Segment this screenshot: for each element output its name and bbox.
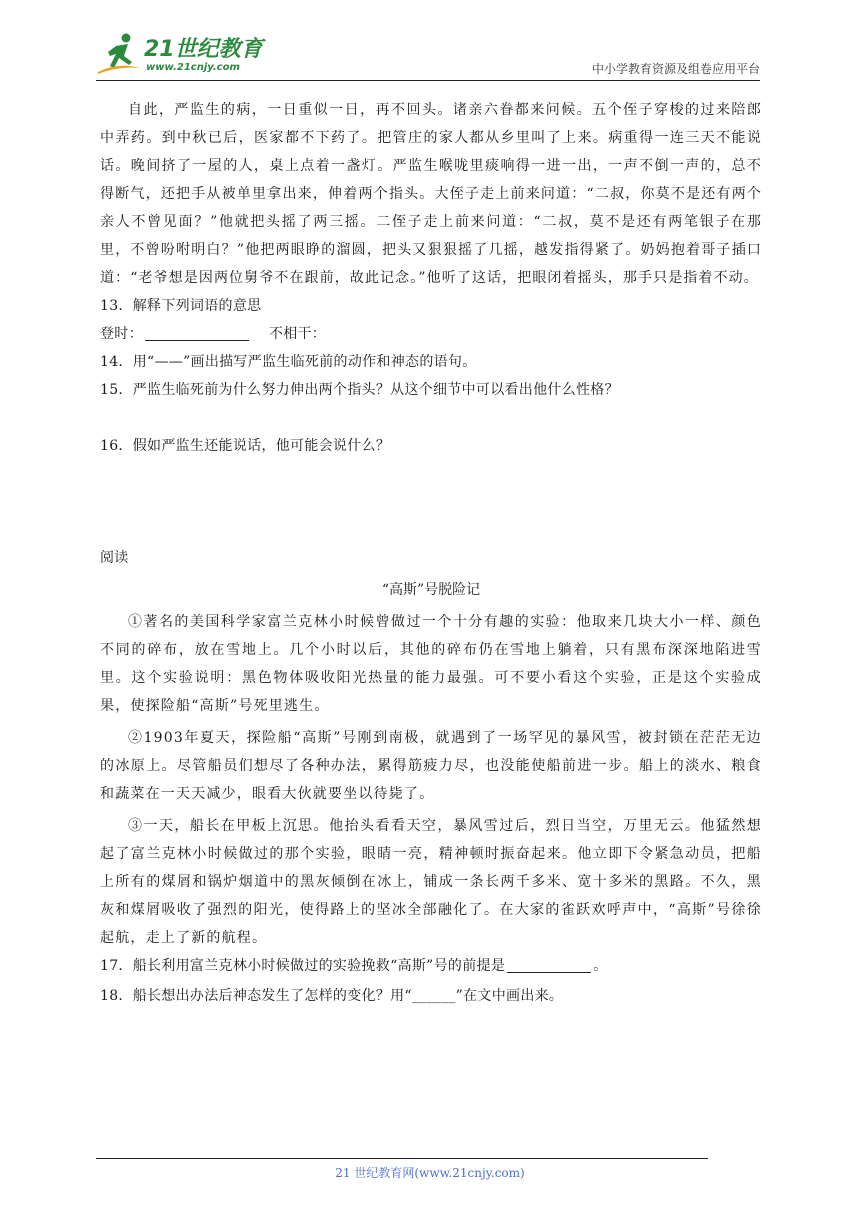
question-17-text: 17．船长利用富兰克林小时候做过的实验挽救“高斯”号的前提是	[100, 958, 506, 974]
document-body	[100, 96, 762, 1010]
q13-word2: 不相干：	[268, 326, 327, 342]
answer-blank[interactable]	[507, 956, 591, 973]
reading-label: 阅读	[100, 550, 129, 566]
answer-space	[100, 460, 762, 544]
passage2-paragraph-3: ③一天，船长在甲板上沉思。他抬头看看天空，暴风雪过后，烈日当空，万里无云。他猛然想起了富兰克林小时候做过的那个实验，眼睛一亮，精神顿时振奋起来。他立即下令紧急动员，把船上所有的煤屑和锅炉烟道中的黑灰倾倒在冰上，铺成一条长两千多米、宽十多米的黑路。不久，黑灰和煤屑吸收了强烈的阳光，使得路上的坚冰全部融化了。在大家的雀跃欢呼声中，“高斯”号徐徐起航，走上了新的航程。	[100, 818, 762, 946]
question-18: 18．船长想出办法后神态发生了怎样的变化？用“______”在文中画出来。	[100, 988, 564, 1004]
passage1-paragraph: 自此，严监生的病，一日重似一日，再不回头。诸亲六眷都来问候。五个侄子穿梭的过来陪郎中弄药。到中秋已后，医家都不下药了。把管庄的家人都从乡里叫了上来。病重得一连三天不能说话。晚间挤了一屋的人，桌上点着一盏灯。严监生喉咙里痰响得一进一出，一声不倒一声的，总不得断气，还把手从被单里拿出来，伸着两个指头。大侄子走上前来问道：“二叔，你莫不是还有两个亲人不曾见面？”他就把头摇了两三摇。二侄子走上前来问道：“二叔，莫不是还有两笔银子在那里，不曾吩咐明白？”他把两眼睁的溜圆，把头又狠狠摇了几摇，越发指得紧了。奶妈抱着哥子插口道：“老爷想是因两位舅爷不在跟前，故此记念。”他听了这话，把眼闭着摇头，那手只是指着不动。	[100, 102, 762, 286]
logo-url: www.21cnjy.com	[146, 62, 240, 73]
q13-word1: 登时：	[100, 326, 143, 342]
logo	[96, 30, 266, 78]
runner-logo-icon	[96, 32, 142, 76]
answer-blank[interactable]	[145, 324, 249, 341]
logo-text: 21世纪教育	[144, 37, 263, 62]
question-14: 14．用“——”画出描写严监生临死前的动作和神态的语句。	[100, 354, 477, 370]
question-13-blanks	[100, 320, 762, 348]
question-15: 15．严监生临死前为什么努力伸出两个指头？从这个细节中可以看出他什么性格？	[100, 382, 619, 398]
answer-space	[100, 404, 762, 432]
passage2-paragraph-1: ①著名的美国科学家富兰克林小时候曾做过一个十分有趣的实验：他取来几块大小一样、颜色不同的碎布，放在雪地上。几个小时以后，其他的碎布仍在雪地上躺着，只有黑布深深地陷进雪里。这个实验说明：黑色物体吸收阳光热量的能力最强。可不要小看这个实验，正是这个实验成果，使探险船“高斯”号死里逃生。	[100, 614, 762, 714]
passage2-title: “高斯”号脱险记	[381, 582, 481, 598]
question-13: 13．解释下列词语的意思	[100, 298, 262, 314]
question-16: 16．假如严监生还能说话，他可能会说什么？	[100, 438, 391, 454]
question-17-end: 。	[593, 958, 608, 974]
question-17	[100, 952, 762, 980]
platform-name: 中小学教育资源及组卷应用平台	[591, 62, 760, 76]
header-divider	[96, 80, 760, 81]
page-footer: 21 世纪教育网(www.21cnjy.com)	[335, 1166, 525, 1180]
passage2-paragraph-2: ②1903年夏天，探险船“高斯”号刚到南极，就遇到了一场罕见的暴风雪，被封锁在茫茫无边的冰原上。尽管船员们想尽了各种办法，累得筋疲力尽，也没能使船前进一步。船上的淡水、粮食和蔬菜在一天天减少，眼看大伙就要坐以待毙了。	[100, 730, 762, 802]
footer-divider	[96, 1158, 708, 1159]
page-header	[96, 30, 760, 80]
